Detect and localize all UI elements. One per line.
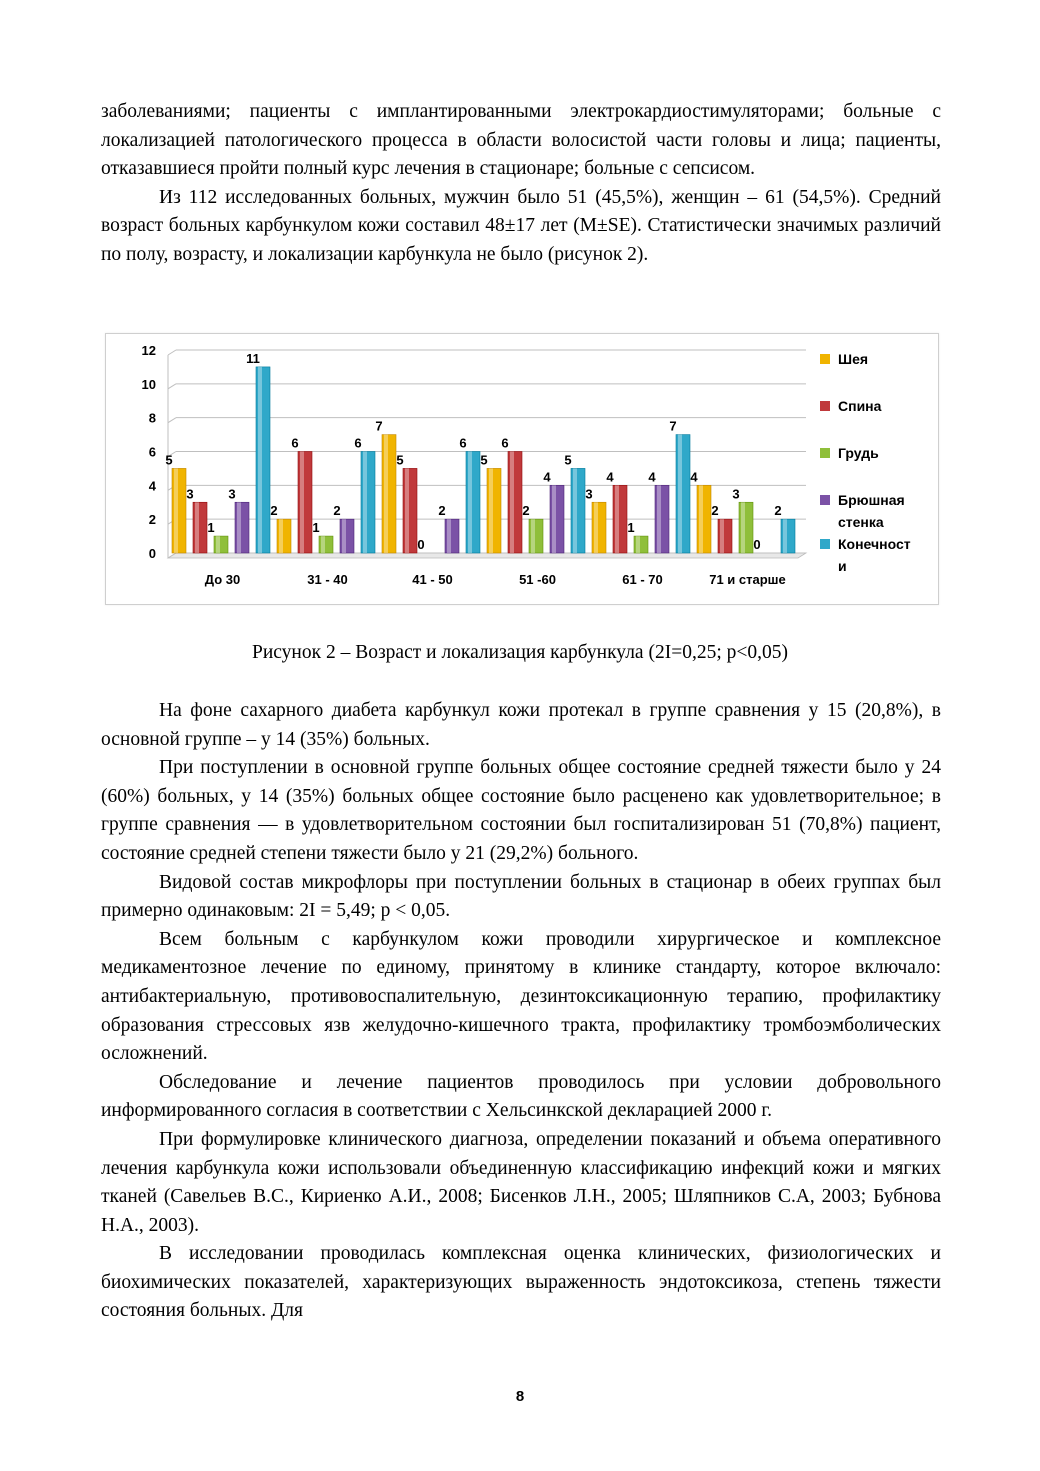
y-tick-label: 12 xyxy=(141,343,156,358)
legend-swatch-neck xyxy=(820,354,830,364)
bar-highlight xyxy=(363,452,367,554)
data-label: 5 xyxy=(564,452,572,468)
legend-label-abdominal-wall-line1: Брюшная xyxy=(838,492,905,508)
data-label: 0 xyxy=(753,537,761,552)
bar-highlight xyxy=(468,452,472,554)
data-label: 3 xyxy=(186,486,194,502)
bottom-text-block xyxy=(101,697,941,1326)
x-tick-label: 41 - 50 xyxy=(412,572,453,587)
legend-item-chest xyxy=(818,442,938,464)
figure-caption: Рисунок 2 – Возраст и локализация карбункула (2I=0,25; p<0,05) xyxy=(252,642,788,663)
x-tick-label: 51 -60 xyxy=(519,572,556,587)
data-label: 2 xyxy=(438,503,446,519)
y-tick-label: 6 xyxy=(148,444,156,460)
bar-chart xyxy=(105,333,939,605)
data-label: 2 xyxy=(333,503,341,519)
legend-label-back: Спина xyxy=(838,398,882,414)
bar-highlight xyxy=(552,485,556,553)
bar-highlight xyxy=(699,485,703,553)
paragraph-4: При поступлении в основной группе больных общее состояние средней тяжести было у 24 (60%) больных, у 14 (35%) больных общее состояние было расценено как удовлетворительное; в группе сравнения — в удовлетворительном состоянии был госпитализирован 51 (70,8%) пациент, состояние средней степени тяжести было у 21 (29,2%) больного. xyxy=(101,757,941,864)
legend-swatch-abdominal-wall xyxy=(820,495,830,505)
x-tick-label: 61 - 70 xyxy=(622,572,663,587)
bar-highlight xyxy=(678,435,682,553)
x-tick-label: 71 и старше xyxy=(709,572,786,587)
data-label: 3 xyxy=(585,486,593,502)
y-tick-label: 10 xyxy=(141,376,156,392)
bar-highlight xyxy=(657,485,661,553)
bar-highlight xyxy=(447,519,451,553)
bar-highlight xyxy=(258,367,262,553)
y-tick-label: 8 xyxy=(148,410,156,426)
paragraph-8: При формулировке клинического диагноза, определении показаний и объема оперативного лечения карбункула кожи использовали объединенную классификацию инфекций кожи и мягких тканей (Савельев В.С., Кириенко А.И., 2008; Бисенков Л.Н., 2005; Шляпников С.А, 2003; Бубнова Н.А., 2003). xyxy=(101,1128,941,1236)
bar-highlight xyxy=(573,468,577,553)
bar-highlight xyxy=(405,468,409,553)
y-tick-label: 2 xyxy=(148,512,156,528)
bar-highlight xyxy=(594,502,598,553)
data-label: 4 xyxy=(648,469,656,485)
legend-swatch-back xyxy=(820,401,830,411)
legend-item-abdominal-wall xyxy=(818,489,938,533)
bar-highlight xyxy=(783,519,787,553)
data-label: 2 xyxy=(270,503,278,519)
bar-chart-svg xyxy=(106,334,938,604)
data-label: 4 xyxy=(606,469,614,485)
bar-highlight xyxy=(384,435,388,553)
data-label: 5 xyxy=(480,452,488,468)
legend-swatch-limbs xyxy=(820,539,830,549)
data-label: 7 xyxy=(669,418,677,434)
legend-label-neck: Шея xyxy=(838,351,869,367)
legend-label-limbs-line2: и xyxy=(838,558,847,574)
data-label: 1 xyxy=(312,520,320,536)
page-number: 8 xyxy=(515,1388,525,1405)
data-label: 6 xyxy=(291,435,299,451)
legend-item-limbs xyxy=(818,533,938,577)
bar-highlight xyxy=(531,519,535,553)
x-tick-label: 31 - 40 xyxy=(307,572,348,587)
chart-legend xyxy=(818,348,938,577)
bar-highlight xyxy=(615,485,619,553)
bar-highlight xyxy=(720,519,724,553)
paragraph-2: Из 112 исследованных больных, мужчин было 51 (45,5%), женщин – 61 (54,5%). Средний возраст больных карбункулом кожи составил 48±17 лет (M±SE). Статистически значимых различий по полу, возрасту, и локализации карбункула не было (рисунок 2). xyxy=(101,186,941,265)
data-label: 0 xyxy=(417,537,425,552)
data-label: 2 xyxy=(522,503,530,519)
gridline-side xyxy=(168,384,176,389)
data-label: 4 xyxy=(690,469,698,485)
bar-highlight xyxy=(489,468,493,553)
x-tick-label: До 30 xyxy=(204,572,241,587)
bar-highlight xyxy=(321,536,325,553)
data-label: 6 xyxy=(501,435,509,451)
paragraph-1: заболеваниями; пациенты с имплантированными электрокардиостимуляторами; больные с локализацией патологического процесса в области волосистой части головы и лица; пациенты, отказавшиеся пройти полный курс лечения в стационаре; больные с сепсисом. xyxy=(101,101,941,180)
data-label: 3 xyxy=(732,486,740,502)
data-label: 7 xyxy=(375,418,383,434)
data-label: 1 xyxy=(627,520,635,536)
top-text-block xyxy=(101,98,941,270)
bar-highlight xyxy=(279,519,283,553)
legend-label-abdominal-wall-line2: стенка xyxy=(838,514,884,530)
bar-highlight xyxy=(510,452,514,554)
bar-highlight xyxy=(342,519,346,553)
bar-highlight xyxy=(216,536,220,553)
gridline-side xyxy=(168,350,176,355)
data-label: 3 xyxy=(228,486,236,502)
paragraph-9: В исследовании проводилась комплексная оценка клинических, физиологических и биохимических показателей, характеризующих выраженность эндотоксикоза, степень тяжести состояния больных. Для xyxy=(101,1243,941,1322)
paragraph-7: Обследование и лечение пациентов проводилось при условии добровольного информированного согласия в соответствии с Хельсинкской декларацией 2000 г. xyxy=(101,1071,941,1122)
data-label: 2 xyxy=(774,503,782,519)
legend-label-limbs-line1: Конечност xyxy=(838,536,911,552)
data-label: 6 xyxy=(354,435,362,451)
data-label: 4 xyxy=(543,469,551,485)
bar-highlight xyxy=(237,502,241,553)
paragraph-6: Всем больным с карбункулом кожи проводили хирургическое и комплексное медикаментозное лечение по единому, принятому в клинике стандарту, которое включало: антибактериальную, противовоспалительную, дезинтоксикационную терапию, профилактику образования стрессовых язв желудочно-кишечного тракта, профилактику тромбоэмболических осложнений. xyxy=(101,928,941,1065)
data-label: 5 xyxy=(165,452,173,468)
data-label: 6 xyxy=(459,435,467,451)
gridline-side xyxy=(168,418,176,423)
data-label: 1 xyxy=(207,520,215,536)
chart-floor xyxy=(168,553,806,558)
legend-item-neck xyxy=(818,348,938,370)
bar-highlight xyxy=(195,502,199,553)
data-label: 11 xyxy=(246,350,260,366)
bar-highlight xyxy=(300,452,304,554)
legend-swatch-chest xyxy=(820,448,830,458)
data-label: 2 xyxy=(711,503,719,519)
data-label: 5 xyxy=(396,452,404,468)
y-tick-label: 4 xyxy=(148,478,156,494)
bar-highlight xyxy=(636,536,640,553)
y-tick-label: 0 xyxy=(148,546,156,561)
legend-item-back xyxy=(818,395,938,417)
legend-label-chest: Грудь xyxy=(838,445,879,461)
bar-highlight xyxy=(174,468,178,553)
paragraph-5: Видовой состав микрофлоры при поступлении больных в стационар в обеих группах был примерно одинаковым: 2I = 5,49; p < 0,05. xyxy=(101,871,941,922)
bar-highlight xyxy=(741,502,745,553)
paragraph-3: На фоне сахарного диабета карбункул кожи протекал в группе сравнения у 15 (20,8%), в основной группе – у 14 (35%) больных. xyxy=(101,700,941,750)
